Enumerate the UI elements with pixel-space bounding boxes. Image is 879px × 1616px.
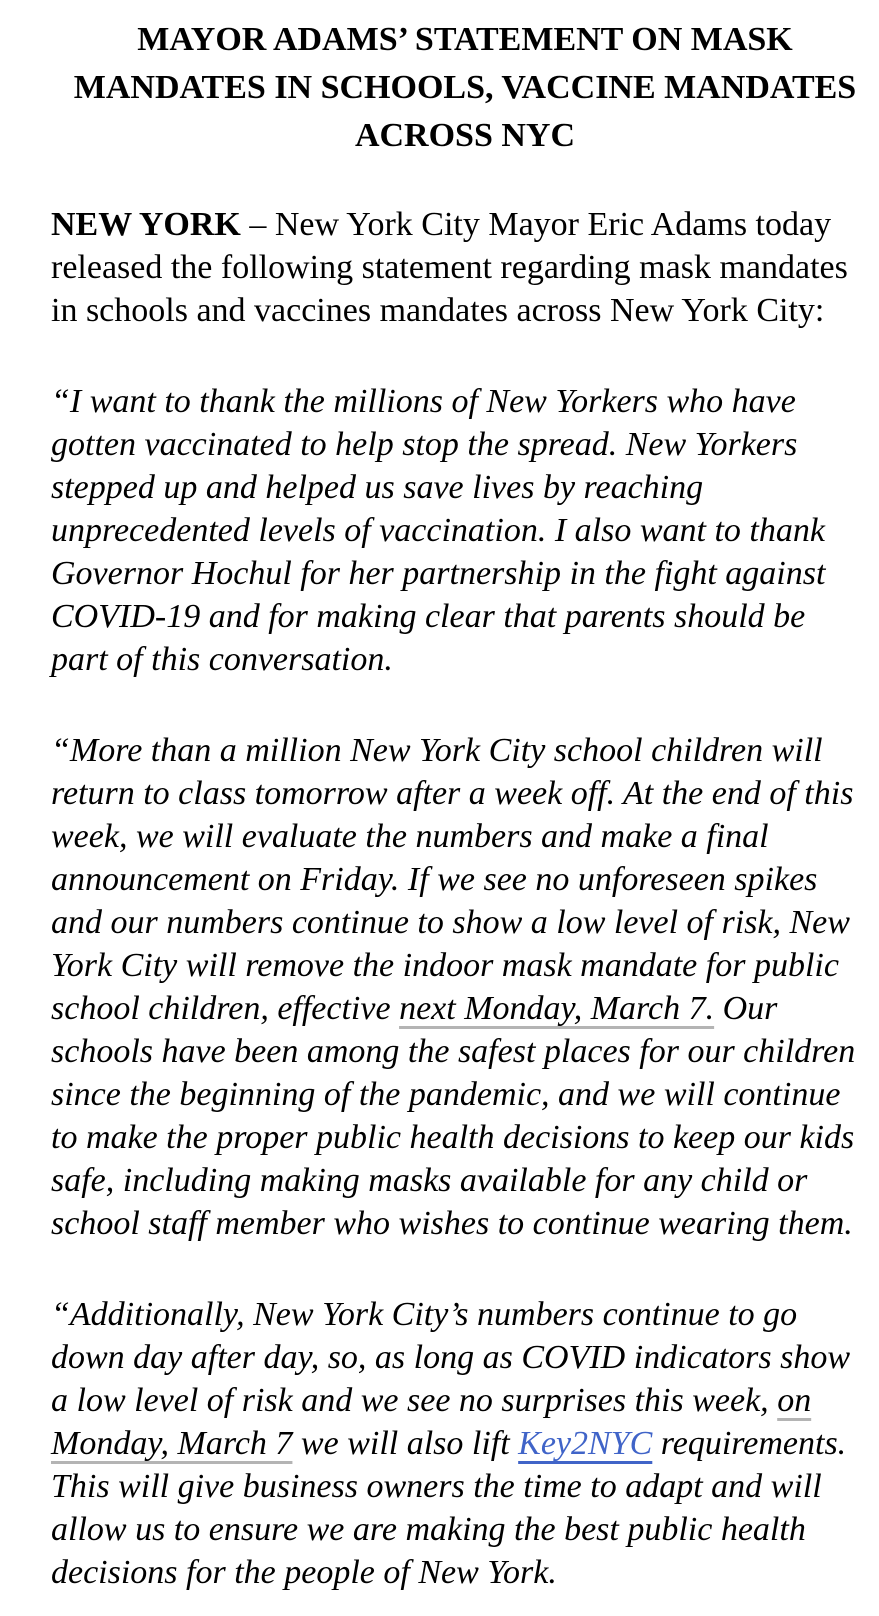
press-release-title [51,16,879,160]
paragraph-quote-vaccination [51,380,879,681]
text-line: released the following statement regarding mask mandates [51,249,848,286]
title-line-1: MAYOR ADAMS’ STATEMENT ON MASK [137,21,793,58]
text-line: safe, including making masks available for any child or [51,1162,808,1199]
text-line: return to class tomorrow after a week off. At the end of this [51,775,854,812]
paragraph-dateline [51,203,879,332]
text-segment: – New York City Mayor Eric Adams today [240,206,832,243]
text-segment: school children, effective [51,990,400,1027]
text-segment: we will also lift [292,1425,519,1462]
underlined-date-on: on [777,1382,812,1419]
text-line [51,1422,879,1465]
text-line [51,203,879,246]
text-line: week, we will evaluate the numbers and make a final [51,818,769,855]
text-line: and our numbers continue to show a low level of risk, New [51,904,850,941]
text-segment: a low level of risk and we see no surprises this week, [51,1382,778,1419]
text-line: in schools and vaccines mandates across New York City: [51,292,825,329]
underlined-date-march7: next Monday, March 7. [399,990,715,1027]
text-line: “I want to thank the millions of New Yorkers who have [51,383,796,420]
text-line: “Additionally, New York City’s numbers continue to go [51,1296,798,1333]
text-line: to make the proper public health decisions to keep our kids [51,1119,855,1156]
text-line: COVID-19 and for making clear that parents should be [51,598,806,635]
text-segment: Our [714,990,778,1027]
text-line: unprecedented levels of vaccination. I also want to thank [51,512,825,549]
dateline-bold: NEW YORK [51,206,241,243]
paragraph-quote-schools [51,729,879,1245]
text-line: Governor Hochul for her partnership in the fight against [51,555,826,592]
text-line: school staff member who wishes to continue wearing them. [51,1205,853,1242]
text-line: stepped up and helped us save lives by reaching [51,469,704,506]
text-line: York City will remove the indoor mask mandate for public [51,947,839,984]
paragraph-quote-key2nyc [51,1293,879,1594]
text-line: part of this conversation. [51,641,393,678]
text-line: This will give business owners the time to adapt and will [51,1468,822,1505]
title-line-3: ACROSS NYC [354,117,576,154]
text-segment: requirements. [652,1425,847,1462]
text-line: down day after day, so, as long as COVID indicators show [51,1339,851,1376]
text-line: announcement on Friday. If we see no unforeseen spikes [51,861,818,898]
text-line: schools have been among the safest places for our children [51,1033,856,1070]
text-line: decisions for the people of New York. [51,1554,557,1591]
text-line: allow us to ensure we are making the best public health [51,1511,806,1548]
text-line [51,987,879,1030]
key2nyc-link[interactable]: Key2NYC [518,1425,653,1462]
title-line-2: MANDATES IN SCHOOLS, VACCINE MANDATES [73,69,857,106]
underlined-date-monday: Monday, March 7 [51,1425,293,1462]
text-line: gotten vaccinated to help stop the spread. New Yorkers [51,426,798,463]
text-line: “More than a million New York City school children will [51,732,823,769]
text-line: since the beginning of the pandemic, and we will continue [51,1076,841,1113]
text-line [51,1379,879,1422]
